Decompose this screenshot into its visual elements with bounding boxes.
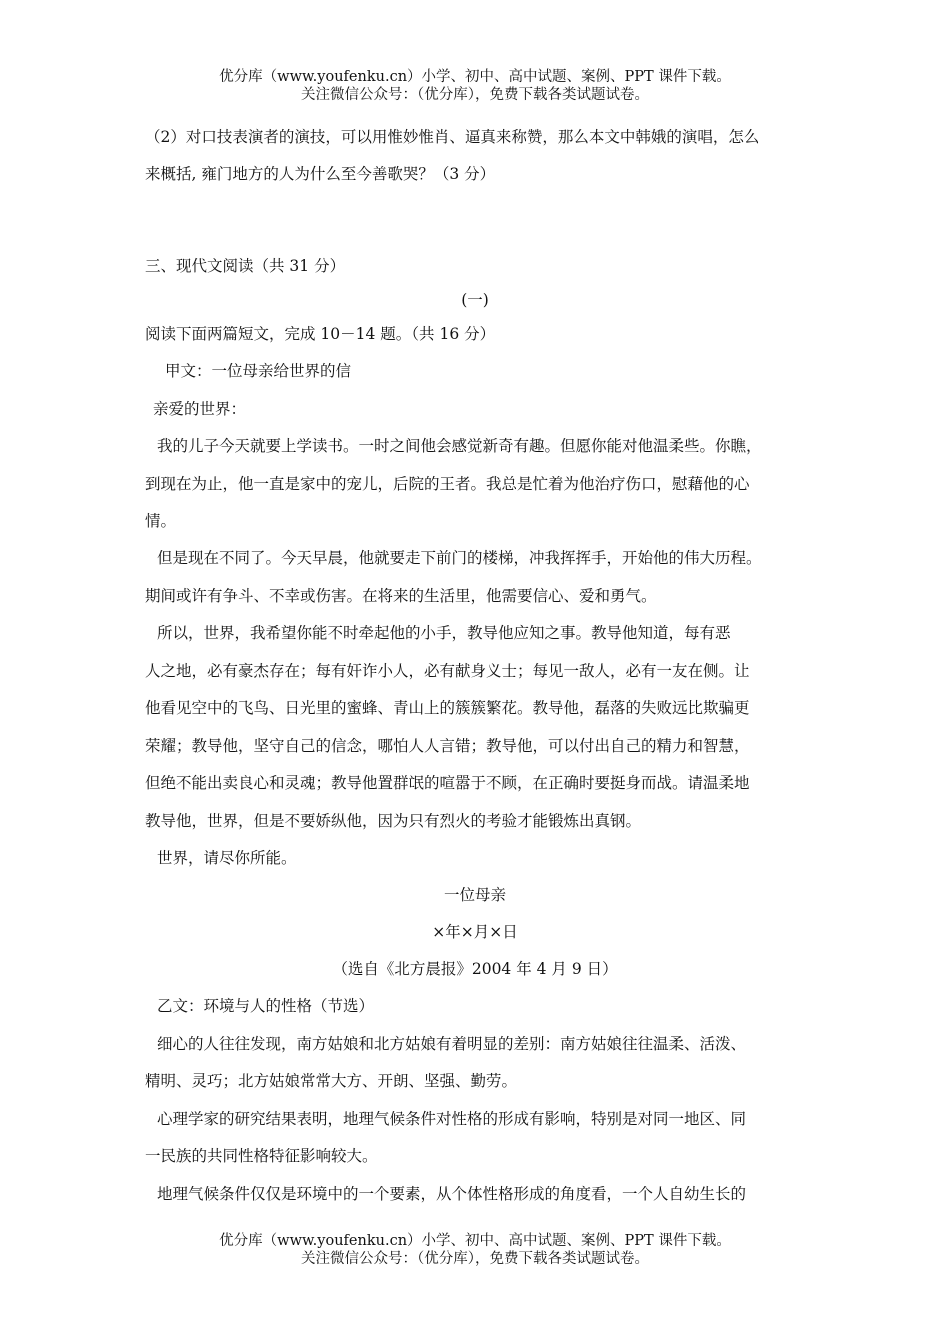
- section-3-title: 三、现代文阅读（共 31 分）: [145, 257, 346, 275]
- text-a-line: 到现在为止，他一直是家中的宠儿，后院的王者。我总是忙着为他治疗伤口，慰藉他的心: [145, 475, 750, 493]
- text-a-line: 人之地，必有豪杰存在；每有奸诈小人，必有献身义士；每见一敌人，必有一友在侧。让: [145, 662, 750, 680]
- footer-line-2: 关注微信公众号：（优分库），免费下载各类试题试卷。: [301, 1251, 649, 1267]
- text-b-title: 乙文：环境与人的性格（节选）: [157, 997, 375, 1015]
- text-a-line: 荣耀；教导他，坚守自己的信念，哪怕人人言错；教导他，可以付出自己的精力和智慧，: [145, 737, 750, 755]
- text-a-title: 甲文：一位母亲给世界的信: [165, 362, 352, 380]
- text-a-line: 但是现在不同了。今天早晨，他就要走下前门的楼梯，冲我挥挥手，开始他的伟大历程。: [157, 549, 762, 567]
- text-b-line: 细心的人往往发现，南方姑娘和北方姑娘有着明显的差别：南方姑娘往往温柔、活泼、: [157, 1035, 747, 1053]
- section-instruction: 阅读下面两篇短文，完成 10－14 题。（共 16 分）: [145, 325, 496, 343]
- text-a-line: 世界，请尽你所能。: [157, 849, 297, 867]
- header-line-2: 关注微信公众号：（优分库），免费下载各类试题试卷。: [301, 87, 649, 103]
- text-b-line: 心理学家的研究结果表明，地理气候条件对性格的形成有影响，特别是对同一地区、同: [157, 1110, 747, 1128]
- page-footer: [0, 1232, 950, 1268]
- signature: 一位母亲: [443, 886, 506, 904]
- question-2-line-2: 来概括, 雍门地方的人为什么至今善歌哭？（3 分）: [145, 165, 496, 183]
- part-number: (一): [461, 291, 489, 309]
- text-b-line: 地理气候条件仅仅是环境中的一个要素，从个体性格形成的角度看，一个人自幼生长的: [157, 1185, 747, 1203]
- text-a-line: 所以，世界，我希望你能不时牵起他的小手，教导他应知之事。教导他知道，每有恶: [157, 624, 731, 642]
- text-a-line: 但绝不能出卖良心和灵魂；教导他置群氓的喧嚣于不顾，在正确时要挺身而战。请温柔地: [145, 774, 750, 792]
- source-citation: （选自《北方晨报》2004 年 4 月 9 日）: [332, 960, 618, 978]
- text-a-greeting: 亲爱的世界：: [153, 400, 247, 418]
- header-line-1: 优分库（www.youfenku.cn）小学、初中、高中试题、案例、PPT 课件下载。: [219, 69, 731, 85]
- letter-date: ×年×月×日: [432, 923, 518, 941]
- footer-line-1: 优分库（www.youfenku.cn）小学、初中、高中试题、案例、PPT 课件下载。: [219, 1233, 731, 1249]
- page-header: [0, 68, 950, 104]
- text-a-line: 我的儿子今天就要上学读书。一时之间他会感觉新奇有趣。但愿你能对他温柔些。你瞧，: [157, 437, 762, 455]
- text-a-line: 他看见空中的飞鸟、日光里的蜜蜂、青山上的簇簇繁花。教导他，磊落的失败远比欺骗更: [145, 699, 750, 717]
- text-a-line: 教导他，世界，但是不要娇纵他，因为只有烈火的考验才能锻炼出真钢。: [145, 812, 642, 830]
- text-a-line: 情。: [145, 512, 177, 530]
- text-b-line: 一民族的共同性格特征影响较大。: [145, 1147, 378, 1165]
- text-b-line: 精明、灵巧；北方姑娘常常大方、开朗、坚强、勤劳。: [145, 1072, 518, 1090]
- question-2-line-1: （2）对口技表演者的演技，可以用惟妙惟肖、逼真来称赞，那么本文中韩娥的演唱，怎么: [145, 128, 760, 146]
- text-a-line: 期间或许有争斗、不幸或伤害。在将来的生活里，他需要信心、爱和勇气。: [145, 587, 657, 605]
